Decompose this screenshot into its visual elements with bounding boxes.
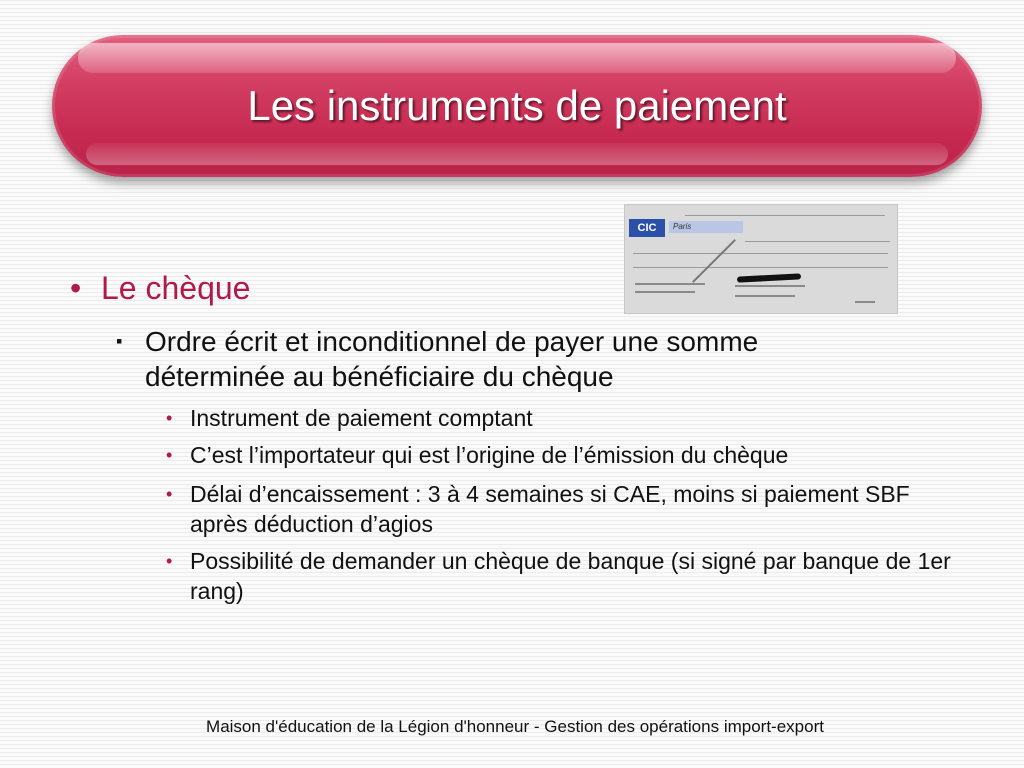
bullet-text: Ordre écrit et inconditionnel de payer une somme déterminée au bénéficiaire du chèque (145, 326, 759, 392)
title-banner (52, 35, 982, 177)
bank-logo: CIC (629, 219, 665, 237)
bullet-marker: • (166, 484, 173, 504)
bullet-marker: • (166, 408, 173, 428)
bullet-text: Délai d’encaissement : 3 à 4 semaines si CAE, moins si paiement SBF après déduction d’agios (190, 481, 910, 537)
title-banner-lowlight (86, 143, 948, 165)
bullet-marker: • (70, 270, 82, 306)
cheque-image (624, 204, 898, 314)
bullet-text: Possibilité de demander un chèque de banque (si signé par banque de 1er rang) (190, 548, 951, 604)
redaction-mark (737, 273, 801, 282)
bullet-marker: • (166, 445, 173, 465)
square-bullet-icon: ▪ (116, 331, 123, 351)
slide-footer: Maison d'éducation de la Légion d'honneur - Gestion des opérations import-export (206, 717, 824, 736)
title-banner-highlight (78, 43, 956, 73)
slide-title: Les instruments de paiement (247, 82, 787, 129)
bullet-marker: • (166, 551, 173, 571)
cheque-city: Paris (669, 221, 743, 233)
bullet-text: Le chèque (101, 270, 251, 306)
bullet-text: C’est l’importateur qui est l’origine de l’émission du chèque (190, 442, 789, 468)
bullet-text: Instrument de paiement comptant (190, 405, 533, 431)
